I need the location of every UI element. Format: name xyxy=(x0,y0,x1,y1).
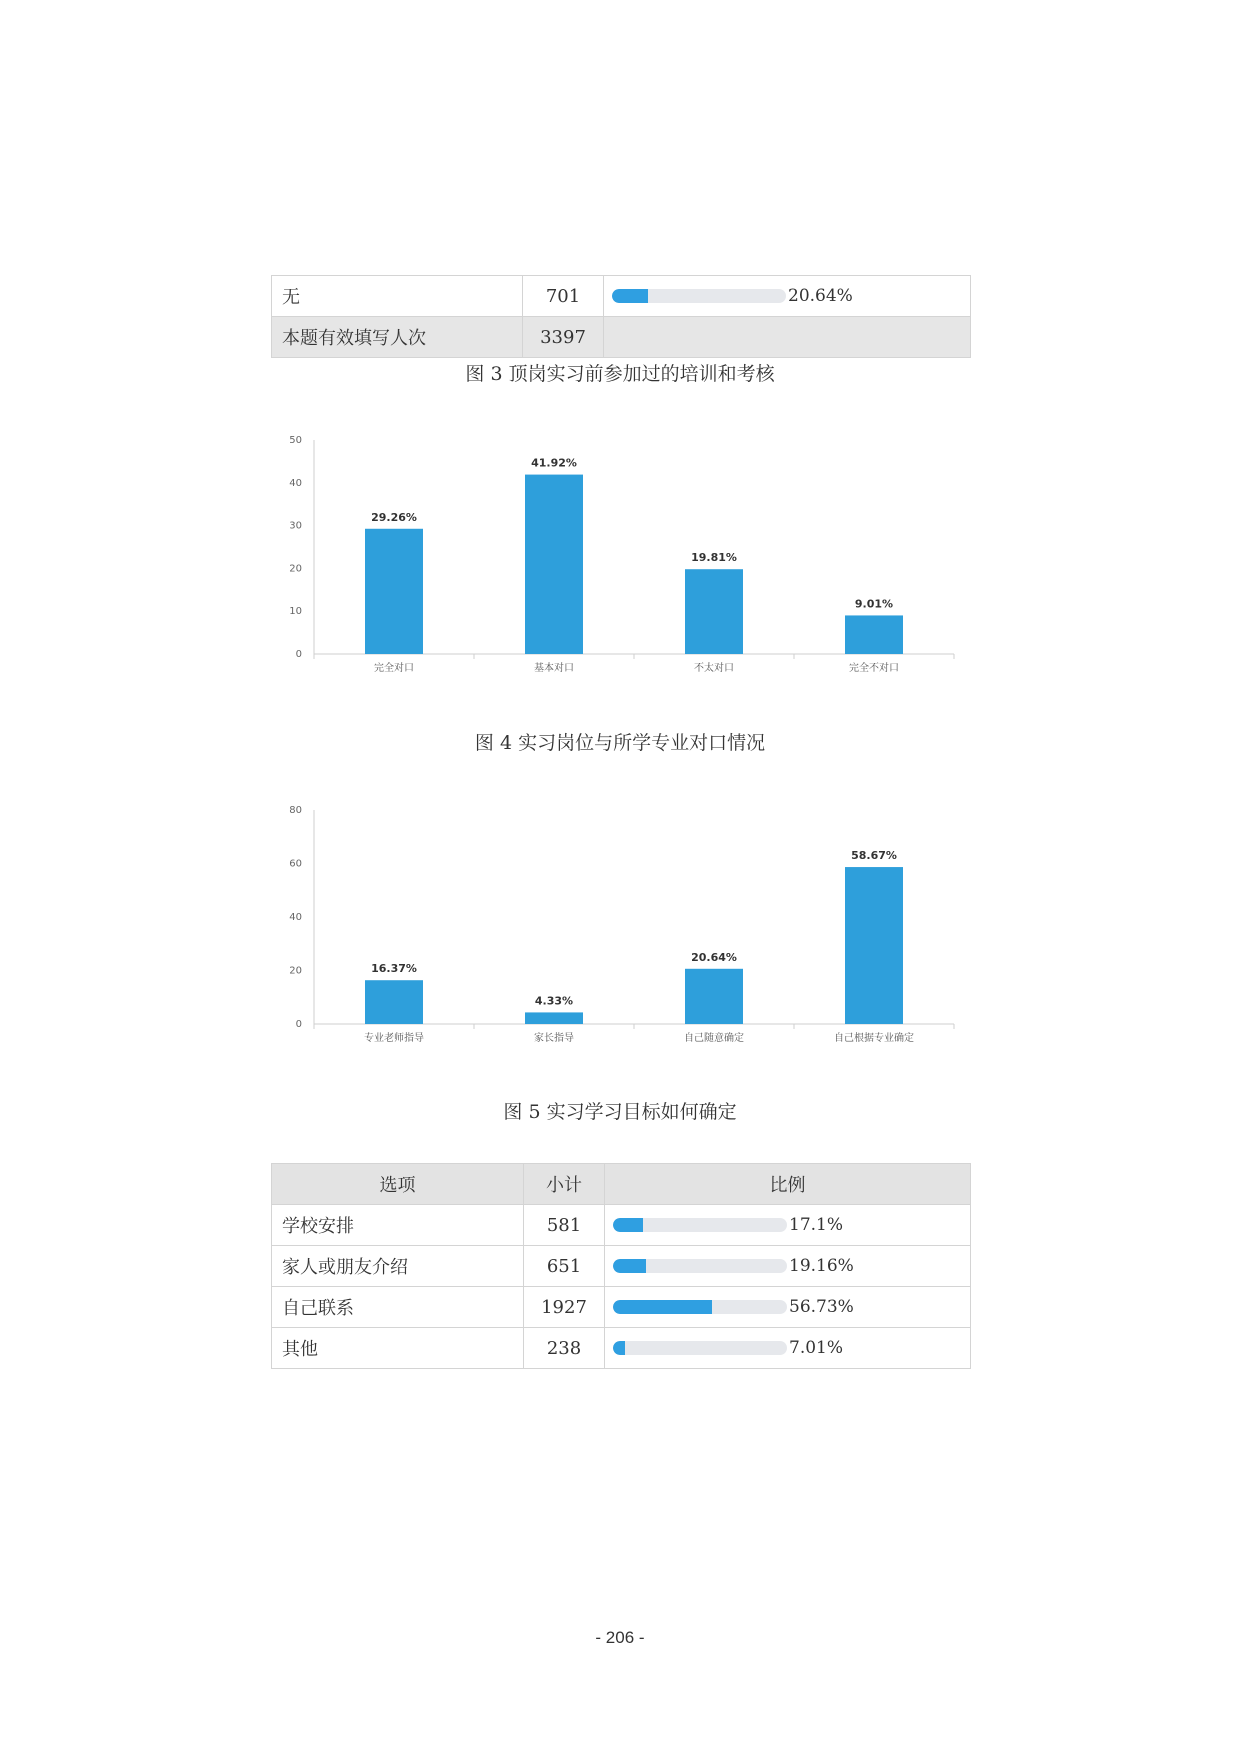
option-label: 自己联系 xyxy=(272,1287,524,1328)
option-ratio-cell xyxy=(605,1246,971,1287)
data-label: 20.64% xyxy=(691,950,737,964)
chart-svg xyxy=(280,425,970,685)
option-count: 1927 xyxy=(524,1287,605,1328)
progress-bar xyxy=(613,1341,787,1355)
bar xyxy=(365,529,423,654)
data-label: 41.92% xyxy=(531,456,577,470)
column-header: 小计 xyxy=(524,1164,605,1205)
option-ratio-cell xyxy=(605,1205,971,1246)
data-label: 9.01% xyxy=(854,597,894,611)
y-tick-label: 30 xyxy=(289,520,302,532)
option-label: 无 xyxy=(272,276,523,317)
bar-chart-major-match xyxy=(280,425,970,685)
option-label: 家人或朋友介绍 xyxy=(272,1246,524,1287)
figure-caption: 图 4 实习岗位与所学专业对口情况 xyxy=(474,732,766,754)
x-tick-label: 不太对口 xyxy=(694,663,734,674)
y-tick-label: 0 xyxy=(295,1019,302,1030)
total-label: 本题有效填写人次 xyxy=(272,317,523,358)
data-label: 58.67% xyxy=(851,849,897,863)
progress-bar-fill xyxy=(613,1300,712,1314)
progress-bar-fill xyxy=(613,1218,643,1232)
progress-bar-fill xyxy=(613,1259,646,1273)
page-number: - 206 - xyxy=(595,1628,645,1647)
option-count: 238 xyxy=(524,1328,605,1369)
progress-bar-fill xyxy=(612,289,648,303)
bar xyxy=(845,867,903,1024)
progress-bar xyxy=(613,1259,787,1273)
data-label: 4.33% xyxy=(534,994,574,1008)
total-count: 3397 xyxy=(523,317,604,358)
bar xyxy=(845,615,903,654)
data-label: 16.37% xyxy=(371,962,417,976)
table-header-row xyxy=(272,1164,971,1205)
option-count: 581 xyxy=(524,1205,605,1246)
x-tick-label: 专业老师指导 xyxy=(364,1033,424,1044)
table-row-total xyxy=(272,317,971,358)
data-label: 19.81% xyxy=(691,551,737,565)
y-tick-label: 40 xyxy=(289,477,302,489)
x-tick-label: 完全不对口 xyxy=(849,663,899,674)
option-percent: 17.1% xyxy=(789,1215,844,1235)
chart-svg xyxy=(280,795,970,1055)
option-percent: 19.16% xyxy=(789,1256,854,1276)
table-row xyxy=(272,1287,971,1328)
y-tick-label: 20 xyxy=(289,563,302,575)
table-row xyxy=(272,276,971,317)
figure-caption: 图 5 实习学习目标如何确定 xyxy=(503,1101,737,1123)
table-row xyxy=(272,1205,971,1246)
option-ratio-cell xyxy=(604,276,971,317)
y-tick-label: 20 xyxy=(289,965,302,977)
y-tick-label: 10 xyxy=(289,606,302,618)
data-label: 29.26% xyxy=(371,510,417,524)
x-tick-label: 家长指导 xyxy=(534,1033,574,1044)
option-label: 学校安排 xyxy=(272,1205,524,1246)
table-row xyxy=(272,1328,971,1369)
bar-chart-goal-setting xyxy=(280,795,970,1055)
option-percent: 7.01% xyxy=(789,1338,844,1358)
option-label: 其他 xyxy=(272,1328,524,1369)
option-percent: 20.64% xyxy=(788,286,853,306)
bar xyxy=(525,1012,583,1024)
top-survey-table xyxy=(271,275,971,358)
table-row xyxy=(272,1246,971,1287)
x-tick-label: 完全对口 xyxy=(374,663,414,674)
bar xyxy=(685,969,743,1024)
progress-bar xyxy=(612,289,786,303)
progress-bar xyxy=(613,1218,787,1232)
bottom-survey-table xyxy=(271,1163,971,1369)
y-tick-label: 80 xyxy=(289,805,302,816)
progress-bar xyxy=(613,1300,787,1314)
bar xyxy=(685,569,743,654)
option-ratio-cell xyxy=(605,1328,971,1369)
x-tick-label: 自己根据专业确定 xyxy=(834,1033,914,1044)
empty-cell xyxy=(604,317,971,358)
x-tick-label: 基本对口 xyxy=(534,663,574,674)
y-tick-label: 0 xyxy=(295,649,302,660)
progress-bar-fill xyxy=(613,1341,625,1355)
y-tick-label: 60 xyxy=(289,858,302,870)
option-count: 651 xyxy=(524,1246,605,1287)
x-tick-label: 自己随意确定 xyxy=(684,1033,744,1044)
column-header: 比例 xyxy=(605,1164,971,1205)
figure-caption: 图 3 顶岗实习前参加过的培训和考核 xyxy=(465,363,775,385)
y-tick-label: 40 xyxy=(289,912,302,923)
option-percent: 56.73% xyxy=(789,1297,854,1317)
option-count: 701 xyxy=(523,276,604,317)
bar xyxy=(525,475,583,654)
y-tick-label: 50 xyxy=(289,435,302,446)
column-header: 选项 xyxy=(272,1164,524,1205)
option-ratio-cell xyxy=(605,1287,971,1328)
bar xyxy=(365,980,423,1024)
